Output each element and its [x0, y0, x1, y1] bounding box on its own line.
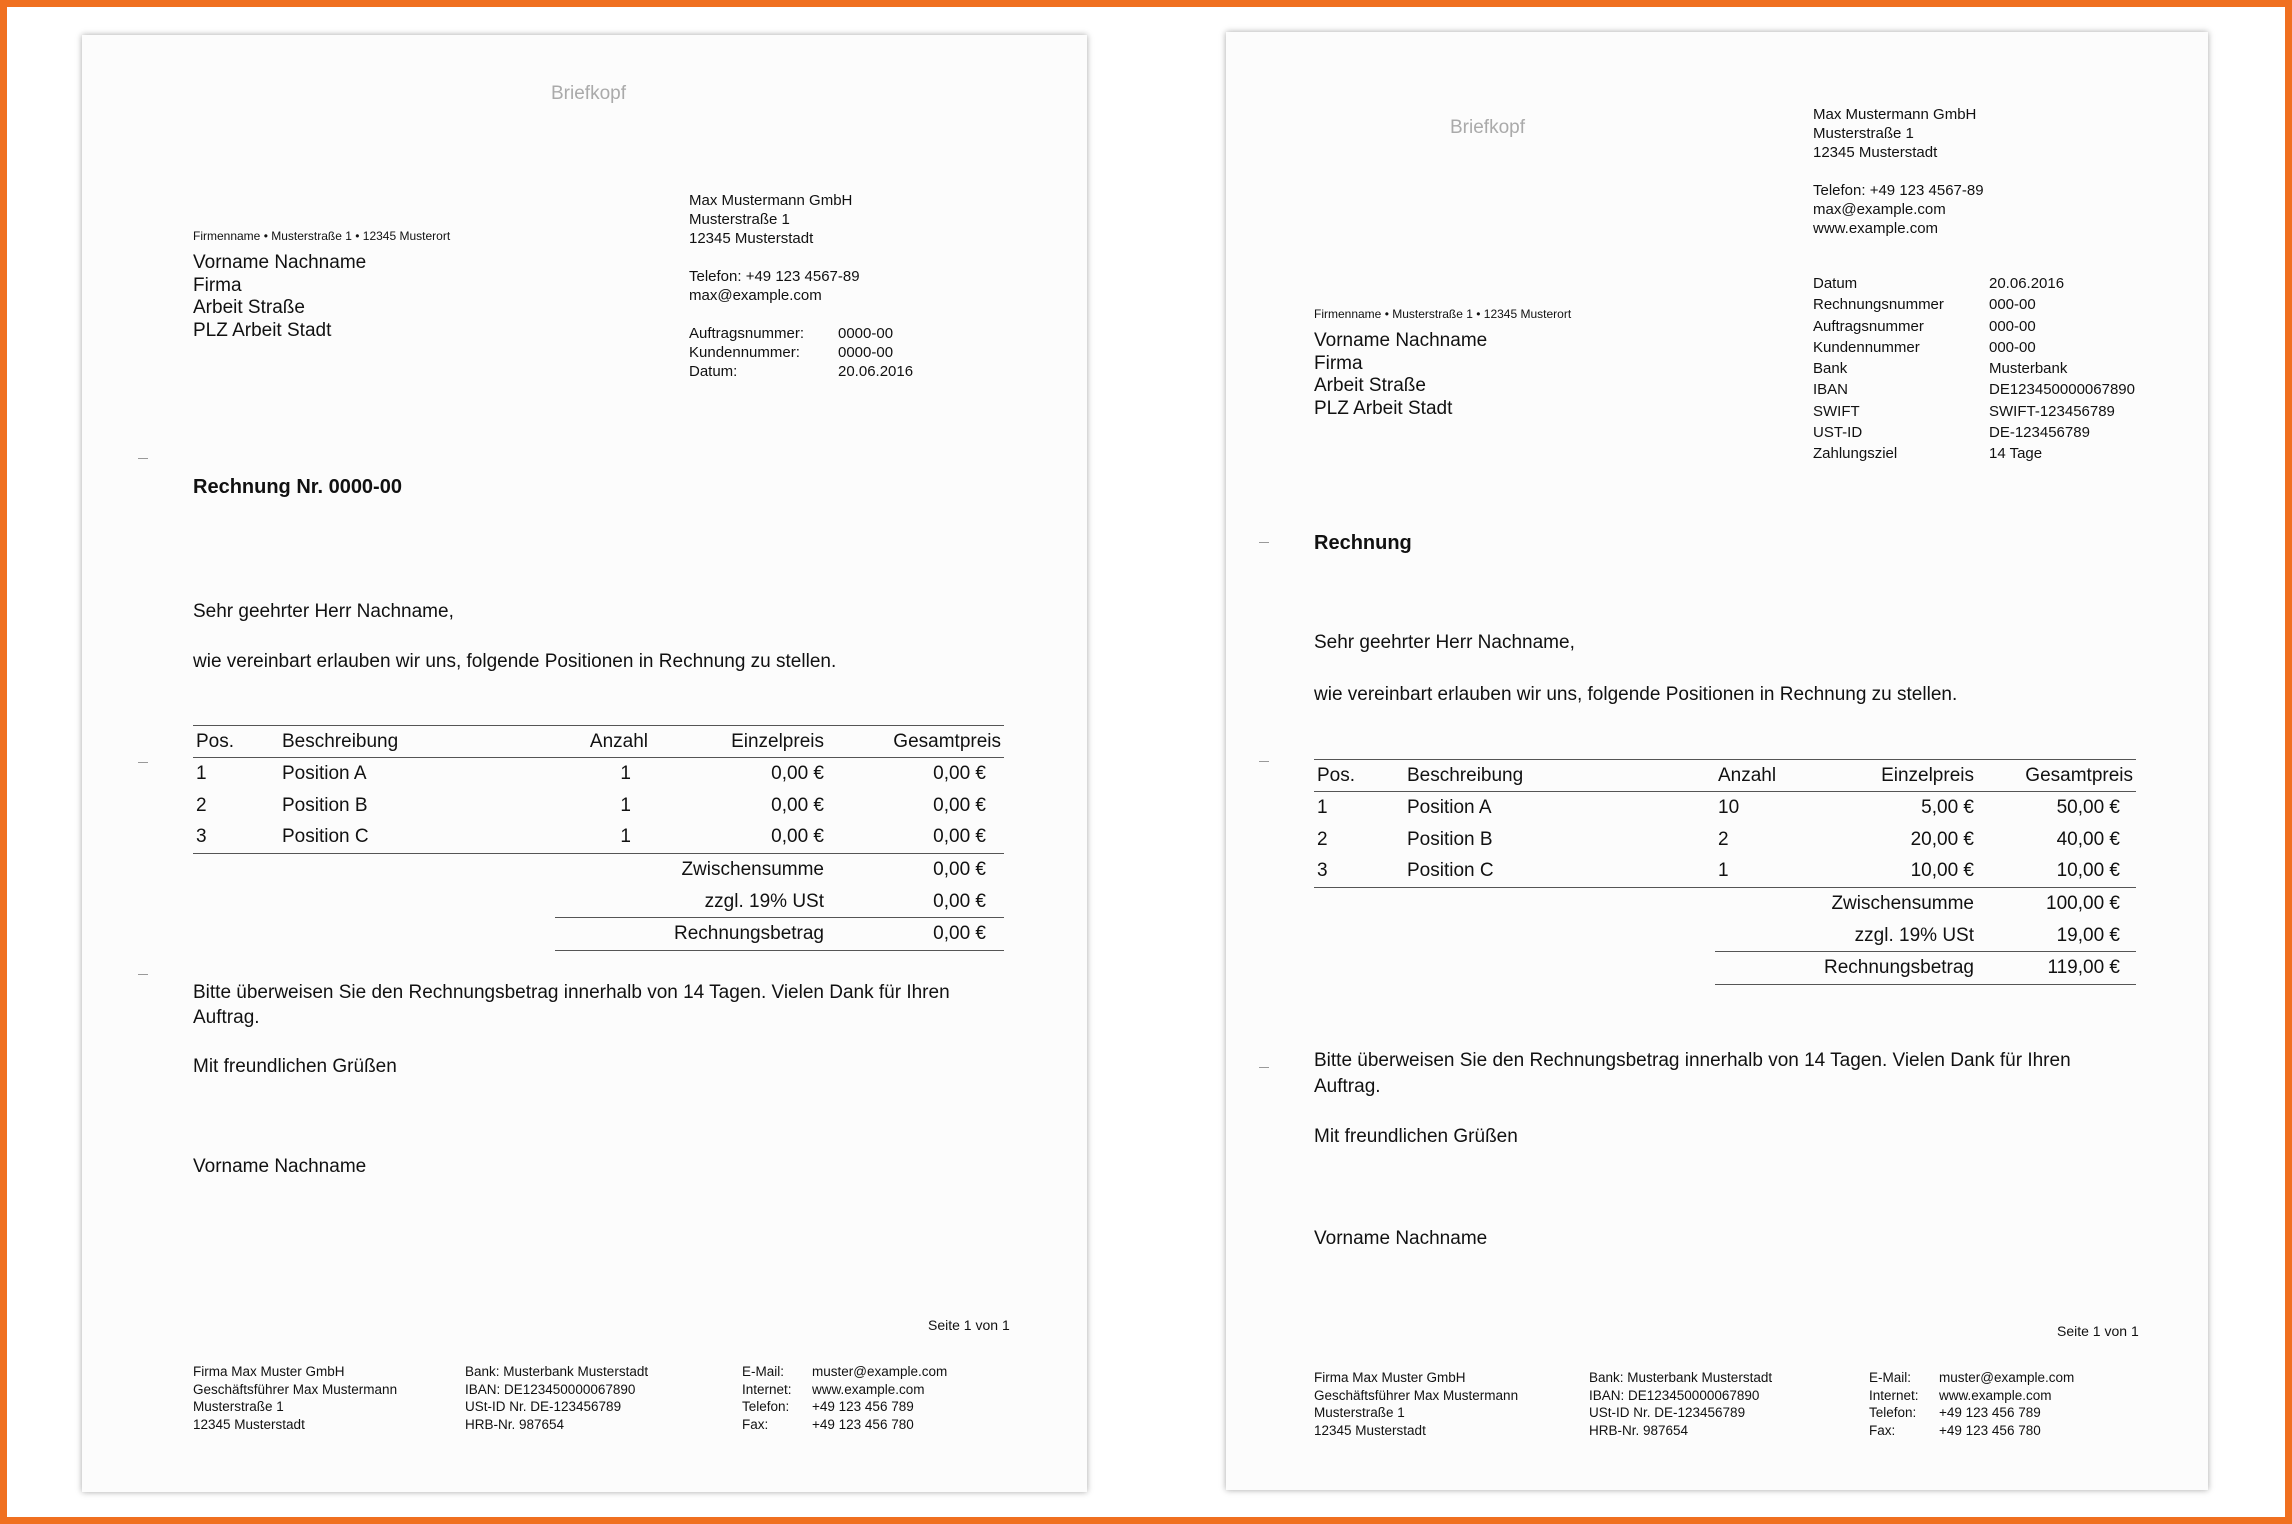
invoice-title: Rechnung Nr. 0000-00: [193, 476, 402, 498]
footer-line: IBAN: DE123450000067890: [1589, 1387, 1760, 1403]
footer-line: Geschäftsführer Max Mustermann: [1314, 1387, 1519, 1403]
footer-bank: [465, 1363, 648, 1433]
footer-phone: +49 123 456 789: [1939, 1405, 2041, 1420]
info-value: DE-123456789: [1989, 424, 2090, 442]
company-block: [689, 191, 913, 381]
page-number: Seite 1 von 1: [928, 1317, 1010, 1333]
table-row: [193, 790, 1004, 822]
fold-mark: [138, 458, 148, 459]
cell-quantity: 2: [1718, 828, 1729, 850]
footer-website: www.example.com: [1939, 1387, 2052, 1403]
salutation: Sehr geehrter Herr Nachname,: [193, 601, 454, 622]
payment-note-line2: Auftrag.: [1314, 1076, 1381, 1097]
info-value: 0000-00: [838, 325, 894, 342]
company-email: max@example.com: [689, 287, 822, 304]
payment-note-line1: Bitte überweisen Sie den Rechnungsbetrag innerhalb von 14 Tagen. Vielen Dank für Ihren: [193, 982, 950, 1003]
subtotal-value: 100,00 €: [1977, 888, 2136, 920]
info-label: Zahlungsziel: [1813, 445, 1898, 463]
salutation: Sehr geehrter Herr Nachname,: [1314, 632, 1575, 653]
tax-row: [193, 886, 1004, 918]
footer-line: HRB-Nr. 987654: [465, 1416, 565, 1432]
company-name: Max Mustermann GmbH: [1813, 106, 1977, 123]
cell-description: Position A: [1407, 796, 1492, 818]
payment-note-line2: Auftrag.: [193, 1007, 260, 1028]
footer-line: USt-ID Nr. DE-123456789: [1589, 1405, 1746, 1420]
cell-pos: 3: [196, 826, 207, 848]
sender-return-line: Firmenname • Musterstraße 1 • 12345 Musterort: [193, 229, 451, 243]
cell-quantity: 1: [620, 794, 631, 816]
cell-quantity: 1: [620, 762, 631, 784]
signature-name: Vorname Nachname: [193, 1156, 367, 1177]
cell-unit-price: 10,00 €: [1910, 860, 1974, 882]
total-row: [1314, 952, 2136, 985]
info-value: 000-00: [1989, 338, 2036, 356]
cell-pos: 1: [196, 762, 207, 784]
cell-total: 0,00 €: [933, 826, 986, 848]
footer-label: Fax:: [1869, 1422, 1896, 1438]
col-total: Gesamtpreis: [1977, 760, 2136, 792]
cell-total: 0,00 €: [933, 762, 986, 784]
table-header: [193, 726, 1004, 758]
info-value: DE123450000067890: [1989, 381, 2135, 399]
sender-return-line: Firmenname • Musterstraße 1 • 12345 Musterort: [1314, 307, 1572, 321]
cell-quantity: 1: [620, 826, 631, 848]
info-label: Datum: [1813, 275, 1858, 292]
table-row: [193, 821, 1004, 853]
footer-email: muster@example.com: [1939, 1370, 2075, 1385]
fold-mark: [1259, 542, 1269, 543]
footer-website: www.example.com: [812, 1381, 925, 1397]
cell-unit-price: 5,00 €: [1921, 796, 1974, 818]
info-block: [689, 324, 913, 381]
footer-company: [1314, 1369, 1518, 1439]
footer-label: Telefon:: [742, 1399, 790, 1414]
company-phone: Telefon: +49 123 4567-89: [1813, 182, 1984, 199]
recipient-street: Arbeit Straße: [1314, 375, 1426, 396]
cell-description: Position A: [282, 762, 367, 784]
footer-label: Fax:: [742, 1416, 769, 1432]
col-pos: Pos.: [1314, 760, 1404, 792]
info-label: Auftragsnummer: [1813, 317, 1924, 335]
company-phone: Telefon: +49 123 4567-89: [689, 268, 860, 285]
company-street: Musterstraße 1: [1813, 125, 1914, 142]
col-quantity: Anzahl: [1715, 760, 1851, 792]
col-total: Gesamtpreis: [827, 726, 1004, 758]
footer-email: muster@example.com: [812, 1364, 948, 1379]
invoice-table: [193, 725, 1004, 951]
footer-line: Bank: Musterbank Musterstadt: [1589, 1370, 1773, 1385]
col-description: Beschreibung: [1404, 760, 1715, 792]
recipient-city: PLZ Arbeit Stadt: [193, 319, 332, 341]
footer-line: Bank: Musterbank Musterstadt: [465, 1364, 649, 1379]
fold-mark: [138, 974, 148, 975]
footer-line: 12345 Musterstadt: [193, 1416, 305, 1432]
footer-line: 12345 Musterstadt: [1314, 1422, 1426, 1438]
cell-description: Position C: [1407, 860, 1494, 882]
cell-total: 40,00 €: [2056, 828, 2120, 850]
invoice-page-right: [1226, 32, 2208, 1490]
info-block: [1813, 273, 2135, 465]
col-quantity: Anzahl: [555, 726, 651, 758]
cell-unit-price: 0,00 €: [771, 762, 824, 784]
recipient-company: Firma: [193, 274, 242, 296]
invoice-title: Rechnung: [1314, 532, 1412, 554]
subtotal-row: [1314, 888, 2136, 920]
info-value: 000-00: [1989, 317, 2036, 335]
tax-value: 19,00 €: [2056, 924, 2120, 946]
subtotal-row: [193, 854, 1004, 886]
footer-fax: +49 123 456 780: [812, 1416, 914, 1432]
recipient-street: Arbeit Straße: [193, 297, 305, 318]
footer-label: Telefon:: [1869, 1405, 1917, 1420]
footer-line: Musterstraße 1: [193, 1399, 284, 1414]
page-number: Seite 1 von 1: [2057, 1323, 2139, 1339]
cell-quantity: 1: [1718, 860, 1729, 882]
subtotal-value: 0,00 €: [827, 854, 1004, 886]
info-label: Kundennummer:: [689, 344, 800, 361]
recipient-name: Vorname Nachname: [193, 252, 367, 273]
footer-line: Musterstraße 1: [1314, 1405, 1405, 1420]
footer-contact: [1869, 1369, 2074, 1439]
table-header: [1314, 760, 2136, 792]
info-value: 000-00: [1989, 296, 2036, 314]
info-value: 20.06.2016: [838, 363, 914, 380]
info-value: 0000-00: [838, 344, 894, 361]
cell-description: Position B: [282, 794, 368, 816]
info-label: UST-ID: [1813, 424, 1863, 442]
footer-line: USt-ID Nr. DE-123456789: [465, 1399, 622, 1414]
info-label: IBAN: [1813, 381, 1849, 399]
col-description: Beschreibung: [279, 726, 555, 758]
total-value: 119,00 €: [1977, 952, 2136, 985]
total-label: Rechnungsbetrag: [555, 918, 827, 951]
punch-mark: [1259, 761, 1269, 762]
footer-company: [193, 1363, 397, 1433]
col-pos: Pos.: [193, 726, 279, 758]
footer-line: HRB-Nr. 987654: [1589, 1422, 1689, 1438]
footer-line: Geschäftsführer Max Mustermann: [193, 1381, 398, 1397]
col-unit-price: Einzelpreis: [651, 726, 827, 758]
table-row: [1314, 855, 2136, 887]
cell-total: 0,00 €: [933, 794, 986, 816]
cell-quantity: 10: [1718, 796, 1740, 818]
cell-unit-price: 20,00 €: [1910, 828, 1974, 850]
cell-total: 10,00 €: [2056, 860, 2120, 882]
subtotal-label: Zwischensumme: [555, 854, 827, 886]
info-label: Auftragsnummer:: [689, 325, 805, 342]
info-value: 20.06.2016: [1989, 275, 2065, 292]
punch-mark: [138, 762, 148, 763]
cell-pos: 1: [1317, 796, 1328, 818]
company-street: Musterstraße 1: [689, 211, 790, 228]
total-row: [193, 918, 1004, 951]
info-label: Bank: [1813, 360, 1848, 378]
cell-pos: 3: [1317, 860, 1328, 882]
total-label: Rechnungsbetrag: [1715, 952, 1977, 985]
cell-description: Position C: [282, 826, 369, 848]
cell-pos: 2: [196, 794, 207, 816]
cell-unit-price: 0,00 €: [771, 794, 824, 816]
cell-total: 50,00 €: [2056, 796, 2120, 818]
cell-description: Position B: [1407, 828, 1493, 850]
invoice-page-left: [82, 35, 1087, 1492]
footer-bank: [1589, 1369, 1772, 1439]
footer-line: Firma Max Muster GmbH: [1314, 1370, 1466, 1385]
company-email: max@example.com: [1813, 201, 1946, 218]
info-value: 14 Tage: [1989, 445, 2043, 463]
tax-label: zzgl. 19% USt: [1854, 924, 1974, 946]
footer-label: Internet:: [1869, 1387, 1919, 1403]
footer-line: IBAN: DE123450000067890: [465, 1381, 636, 1397]
payment-note-line1: Bitte überweisen Sie den Rechnungsbetrag innerhalb von 14 Tagen. Vielen Dank für Ihren: [1314, 1050, 2071, 1071]
table-row: [193, 758, 1004, 790]
cell-unit-price: 0,00 €: [771, 826, 824, 848]
tax-label: zzgl. 19% USt: [704, 890, 824, 912]
intro-text: wie vereinbart erlauben wir uns, folgende Positionen in Rechnung zu stellen.: [193, 651, 837, 672]
recipient-address: [193, 252, 366, 342]
info-label: Datum:: [689, 363, 738, 380]
info-label: SWIFT: [1813, 402, 1860, 420]
cell-pos: 2: [1317, 828, 1328, 850]
footer-label: E-Mail:: [1869, 1370, 1912, 1385]
footer-fax: +49 123 456 780: [1939, 1422, 2041, 1438]
intro-text: wie vereinbart erlauben wir uns, folgende Positionen in Rechnung zu stellen.: [1314, 684, 1958, 705]
footer-label: E-Mail:: [742, 1364, 785, 1379]
info-label: Kundennummer: [1813, 338, 1920, 356]
regards: Mit freundlichen Grüßen: [1314, 1126, 1518, 1147]
footer-contact: [742, 1363, 947, 1433]
recipient-company: Firma: [1314, 352, 1363, 374]
regards: Mit freundlichen Grüßen: [193, 1056, 397, 1077]
fold-mark: [1259, 1067, 1269, 1068]
company-block: [1813, 105, 1984, 238]
company-city: 12345 Musterstadt: [1813, 144, 1938, 161]
invoice-table: [1314, 759, 2136, 985]
table-row: [1314, 824, 2136, 856]
info-value: Musterbank: [1989, 360, 2068, 378]
letterhead-placeholder: Briefkopf: [1450, 117, 1525, 138]
footer-line: Firma Max Muster GmbH: [193, 1364, 345, 1379]
col-unit-price: Einzelpreis: [1851, 760, 1977, 792]
recipient-city: PLZ Arbeit Stadt: [1314, 397, 1453, 419]
info-label: Rechnungsnummer: [1813, 296, 1944, 314]
table-row: [1314, 792, 2136, 824]
signature-name: Vorname Nachname: [1314, 1228, 1488, 1249]
footer-phone: +49 123 456 789: [812, 1399, 914, 1414]
info-value: SWIFT-123456789: [1989, 402, 2115, 420]
company-website: www.example.com: [1813, 220, 1939, 237]
letterhead-placeholder: Briefkopf: [551, 83, 626, 104]
company-name: Max Mustermann GmbH: [689, 192, 853, 209]
footer-label: Internet:: [742, 1381, 792, 1397]
subtotal-label: Zwischensumme: [1715, 888, 1977, 920]
company-city: 12345 Musterstadt: [689, 230, 814, 247]
tax-value: 0,00 €: [933, 890, 986, 912]
tax-row: [1314, 920, 2136, 952]
total-value: 0,00 €: [827, 918, 1004, 951]
recipient-name: Vorname Nachname: [1314, 330, 1488, 351]
recipient-address: [1314, 330, 1487, 420]
